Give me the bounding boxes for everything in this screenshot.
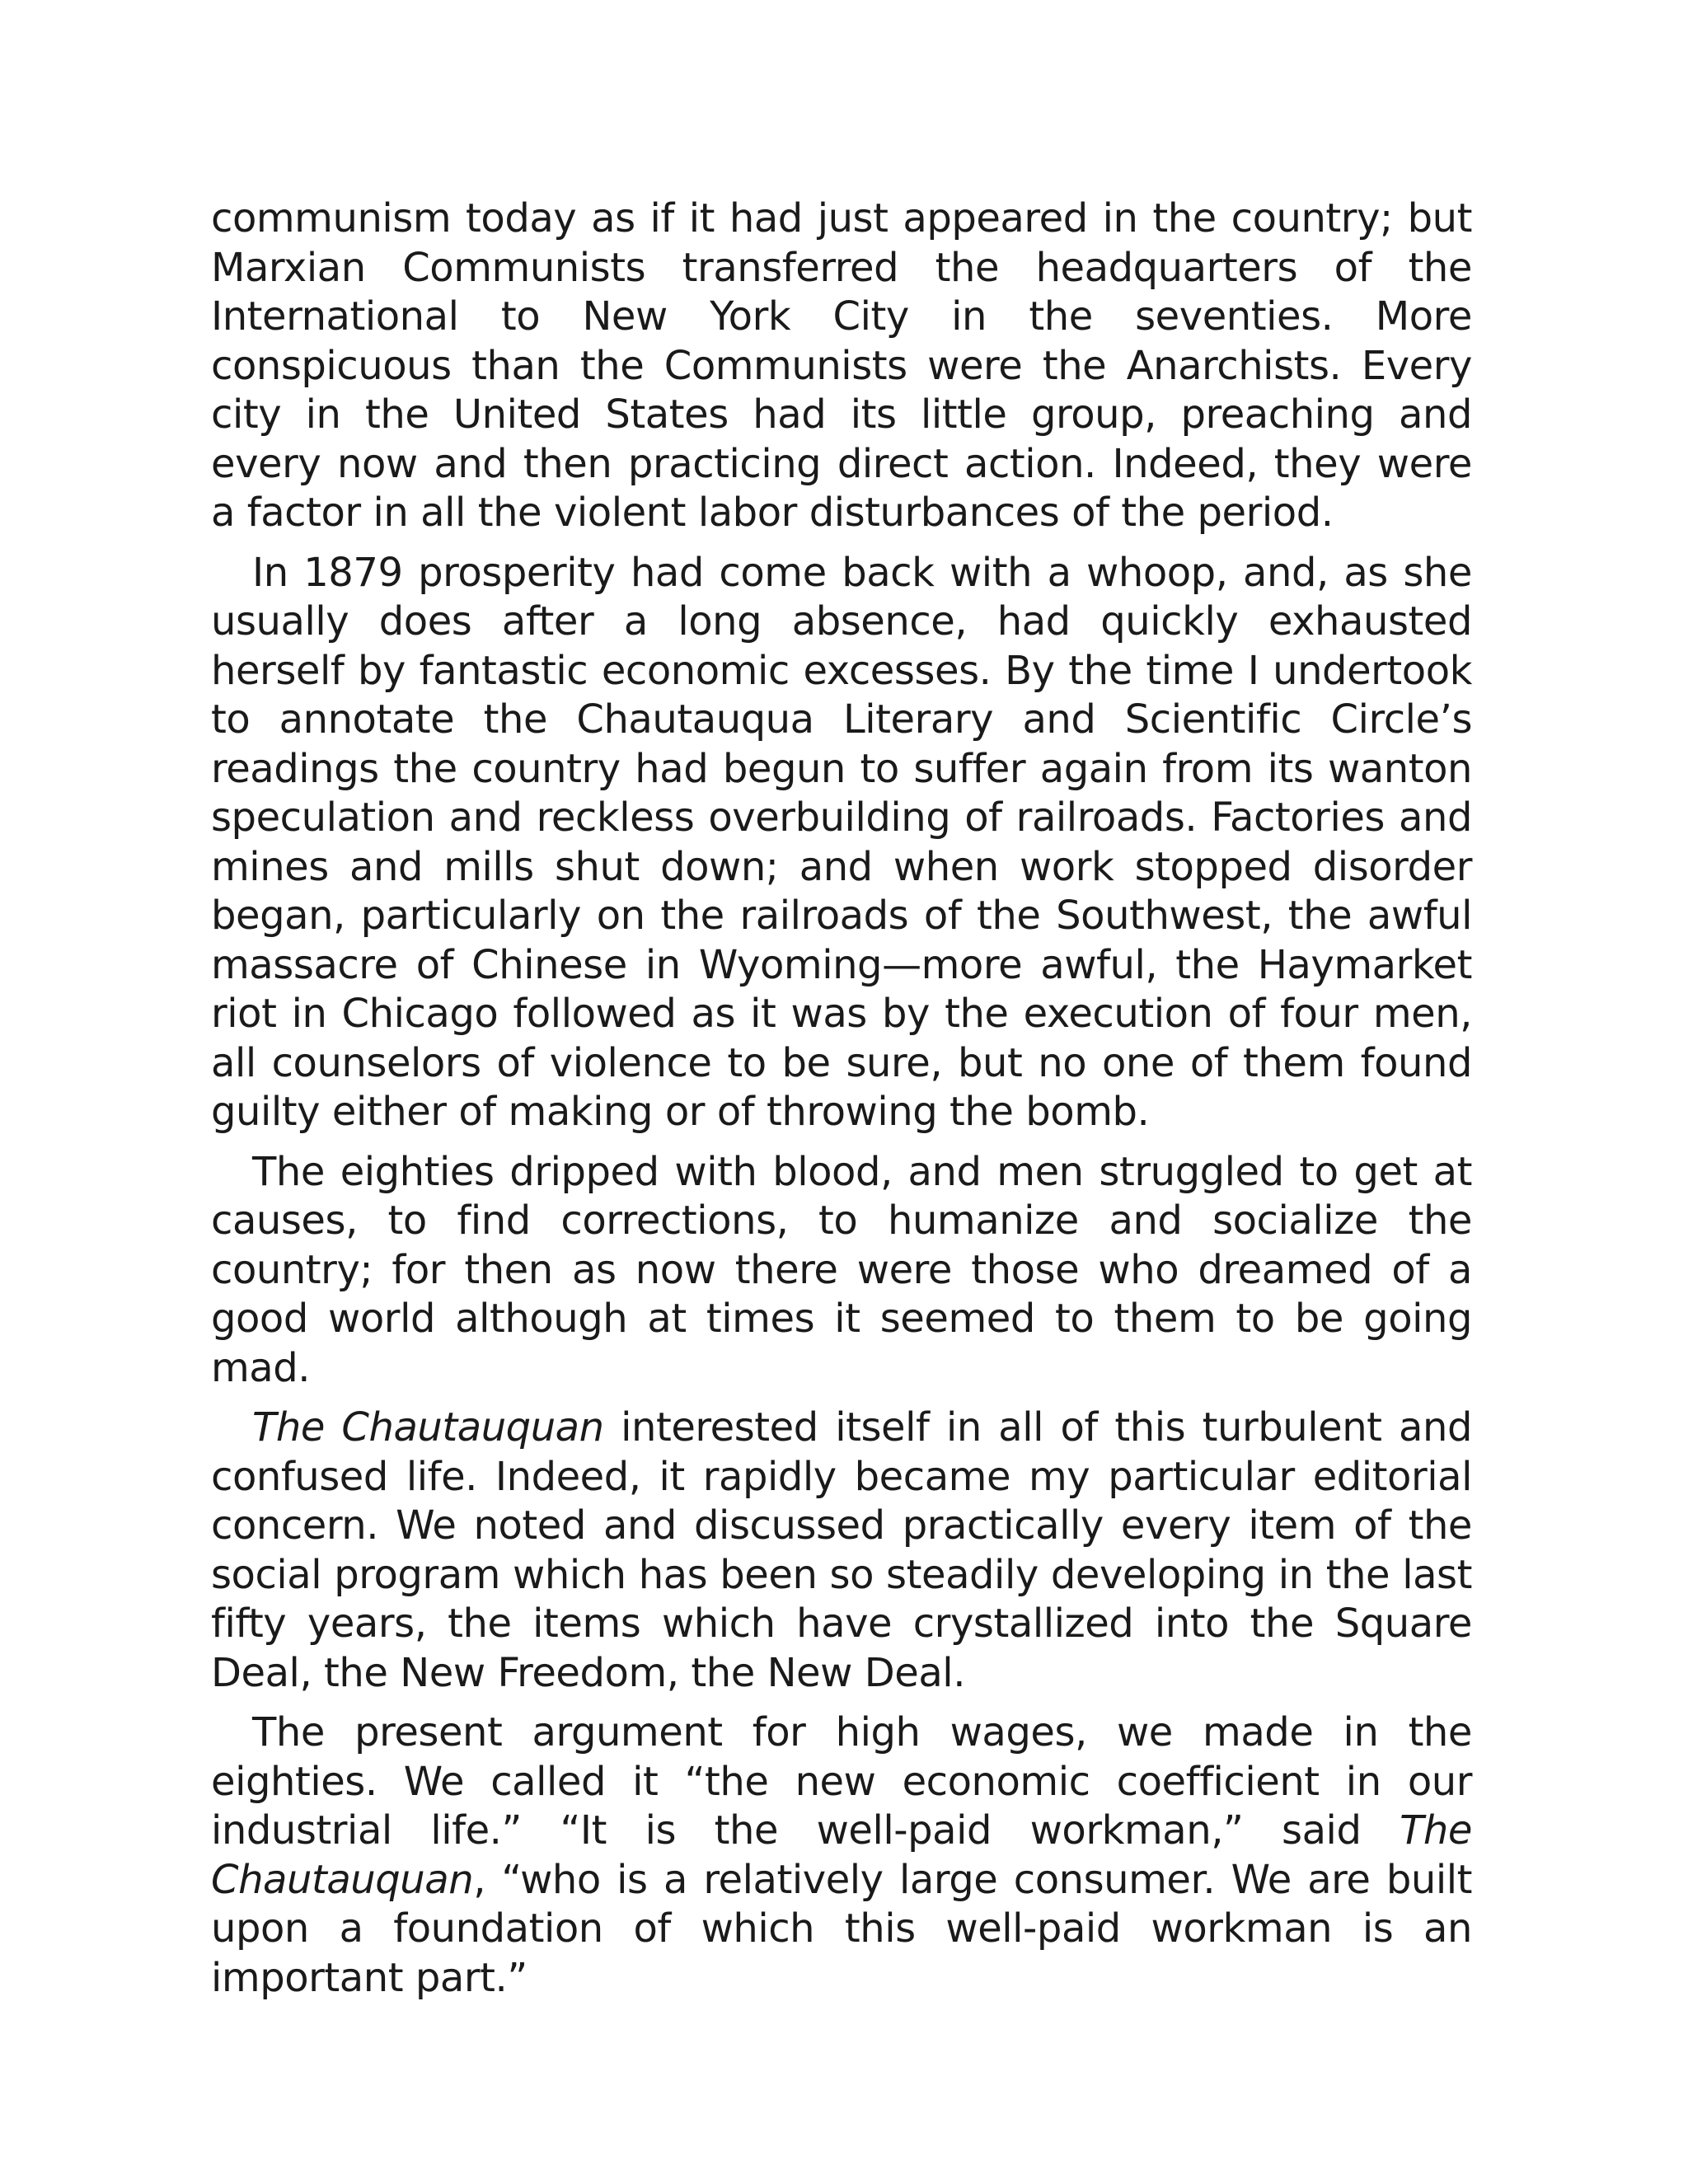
paragraph-5-text-a: The present argument for high wages, we made in the eighties. We called it “the new economic coefficient in our industrial life.” “It is the well-paid workman,” said: [211, 1709, 1472, 1854]
publication-title: The Chautauquan: [252, 1404, 604, 1451]
paragraph-4-text: interested itself in all of this turbulent and confused life. Indeed, it rapidly became my particular editorial concern. We noted and discussed practically every item of the social program which has been so steadily developing in the last fifty years, the items which have crystallized into the Square Deal, the New Freedom, the New Deal.: [211, 1404, 1472, 1696]
paragraph-2: [211, 549, 1472, 1137]
publication-title: The Chautauquan: [211, 1807, 1472, 1903]
paragraph-3-text: The eighties dripped with blood, and men struggled to get at causes, to find corrections, to humanize and socialize the country; for then as now there were those who dreamed of a good world although at times it seemed to them to be going mad.: [211, 1148, 1472, 1391]
paragraph-1-text: communism today as if it had just appeared in the country; but Marxian Communists transferred the headquarters of the International to New York City in the seventies. More conspicuous than the Communists were the Anarchists. Every city in the United States had its little group, preaching and every now and then practicing direct action. Indeed, they were a factor in all the violent labor disturbances of the period.: [211, 195, 1472, 536]
paragraph-1: [211, 194, 1472, 538]
paragraph-5: [211, 1708, 1472, 2003]
paragraph-2-text: In 1879 prosperity had come back with a whoop, and, as she usually does after a long absence, had quickly exhausted herself by fantastic economic excesses. By the time I undertook to annotate the Chautauqua Literary and Scientific Circle’s readings the country had begun to suffer again from its wanton speculation and reckless overbuilding of railroads. Factories and mines and mills shut down; and when work stopped disorder began, particularly on the railroads of the Southwest, the awful massacre of Chinese in Wyoming—more awful, the Haymarket riot in Chicago followed as it was by the execution of four men, all counselors of violence to be sure, but no one of them found guilty either of making or of throwing the bomb.: [211, 549, 1472, 1135]
paragraph-5-text-b: , “who is a relatively large consumer. We are built upon a foundation of which this well-paid workman is an important part.”: [211, 1856, 1472, 2001]
paragraph-4: [211, 1404, 1472, 1698]
page-body: [211, 194, 1472, 2013]
paragraph-3: [211, 1148, 1472, 1394]
